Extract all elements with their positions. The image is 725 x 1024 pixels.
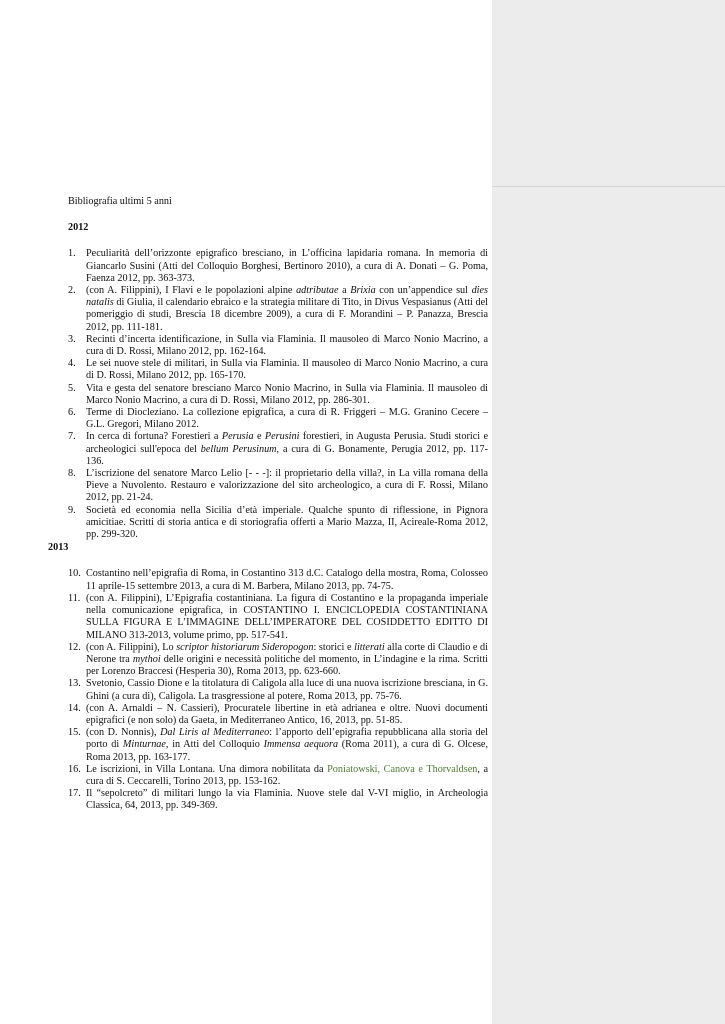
entry-number: 2. bbox=[68, 285, 76, 297]
entry-number: 13. bbox=[68, 678, 81, 690]
entry-text: Terme di Diocleziano. La collezione epigrafica, a cura di R. Friggeri – M.G. Granino Cecere – G.L. Gregori, Milano 2012. bbox=[86, 407, 488, 431]
comment-pane bbox=[492, 0, 725, 1024]
bibliography-entry bbox=[48, 568, 488, 592]
entry-number: 14. bbox=[68, 702, 81, 714]
bibliography-entry bbox=[48, 764, 488, 788]
entry-text: Il “sepolcreto” di militari lungo la via Flaminia. Nuove stele dal V-VI miglio, in Archeologia Classica, 64, 2013, pp. 349-369. bbox=[86, 788, 488, 812]
entry-text: Svetonio, Cassio Dione e la titolatura di Caligola alla luce di una nuova iscrizione bresciana, in G. Ghini (a cura di), Caligola. La trasgressione al potere, Roma 2013, pp. 75-76. bbox=[86, 678, 488, 702]
entry-text: Recinti d’incerta identificazione, in Sulla via Flaminia. Il mausoleo di Marco Nonio Macrino, a cura di D. Rossi, Milano 2012, pp. 162-164. bbox=[86, 333, 488, 358]
entry-number: 5. bbox=[68, 382, 76, 394]
entry-number: 11. bbox=[68, 592, 81, 604]
entry-text: (con A. Filippini), I Flavi e le popolazioni alpine adtributae a Brixia con un’appendice sul dies natalis di Giulia, il calendario ebraico e la strategia militare di Tito, in Divus Vespasianus (Atti del pomeriggio di studi, Brescia 18 dicembre 2009), a cura di F. Morandini – P. Panazza, Brescia 2012, pp. 111-181. bbox=[86, 285, 488, 333]
bibliography-entry bbox=[48, 334, 488, 358]
bibliography-entry bbox=[48, 358, 488, 382]
bibliography-entry bbox=[48, 383, 488, 407]
entry-number: 4. bbox=[68, 358, 76, 370]
entry-text: In cerca di fortuna? Forestieri a Perusia e Perusini forestieri, in Augusta Perusia. Studi storici e archeologici sull'epoca del bellum Perusinum, a cura di G. Bonamente, Perugia 2012, pp. 117-136. bbox=[86, 431, 488, 467]
bibliography-entry bbox=[48, 727, 488, 764]
entry-number: 6. bbox=[68, 407, 76, 419]
bibliography-entry bbox=[48, 703, 488, 727]
entry-text: Peculiarità dell’orizzonte epigrafico bresciano, in L’officina lapidaria romana. In memoria di Giancarlo Susini (Atti del Colloquio Borghesi, Bertinoro 2010), a cura di A. Donati – G. Poma, Faenza 2012, pp. 363-373. bbox=[86, 248, 488, 284]
document-title: Bibliografia ultimi 5 anni bbox=[68, 196, 172, 207]
entry-number: 16. bbox=[68, 763, 81, 775]
comment-pane-divider bbox=[492, 186, 725, 187]
entry-number: 8. bbox=[68, 468, 76, 480]
year-heading-2013: 2013 bbox=[48, 542, 69, 554]
entry-number: 12. bbox=[68, 641, 81, 653]
entry-text: Le iscrizioni, in Villa Lontana. Una dimora nobilitata da Poniatowski, Canova e Thorvaldsen, a cura di S. Ceccarelli, Torino 2013, pp. 153-162. bbox=[86, 763, 489, 787]
entry-number: 3. bbox=[68, 333, 76, 345]
bibliography-list-2012 bbox=[48, 248, 488, 541]
year-heading-2012: 2012 bbox=[68, 222, 89, 234]
entry-text: Società ed economia nella Sicilia d’età imperiale. Qualche spunto di riflessione, in Pignora amicitiae. Scritti di storia antica e di storiografia offerti a Mario Mazza, II, Acireale-Roma 2012, pp. 299-320. bbox=[86, 504, 488, 541]
entry-number: 15. bbox=[68, 727, 81, 739]
entry-text: (con A. Filippini), Lo scriptor historiarum Sideropogon: storici e litterati alla corte di Claudio e di Nerone tra mythoi delle origini e necessità politiche del momento, in L’indagine e la rima. Scritti per Lorenzo Braccesi (Hesperia 30), Roma 2013, pp. 623-660. bbox=[86, 641, 488, 678]
document-body bbox=[48, 196, 488, 813]
entry-number: 17. bbox=[68, 788, 81, 800]
bibliography-entry bbox=[48, 642, 488, 679]
entry-text: L’iscrizione del senatore Marco Lelio [- - -]: il proprietario della villa?, in La villa romana della Pieve a Nuvolento. Restauro e valorizzazione del sito archeologico, a cura di F. Rossi, Milano 2012, pp. 21-24. bbox=[86, 468, 488, 504]
bibliography-entry bbox=[48, 468, 488, 505]
entry-text: Vita e gesta del senatore bresciano Marco Nonio Macrino, in Sulla via Flaminia. Il mausoleo di Marco Nonio Macrino, a cura di D. Rossi, Milano 2012, pp. 286-301. bbox=[86, 382, 488, 406]
bibliography-entry bbox=[48, 505, 488, 542]
bibliography-entry bbox=[48, 678, 488, 702]
entry-number: 9. bbox=[68, 504, 76, 516]
entry-text: Costantino nell’epigrafia di Roma, in Costantino 313 d.C. Catalogo della mostra, Roma, Colosseo 11 aprile-15 settembre 2013, a cura di M. Barbera, Milano 2013, pp. 74-75. bbox=[86, 568, 488, 592]
bibliography-entry bbox=[48, 285, 488, 334]
entry-number: 10. bbox=[68, 568, 81, 580]
bibliography-list-2013 bbox=[48, 568, 488, 812]
bibliography-entry bbox=[48, 593, 488, 642]
entry-text: (con A. Filippini), L’Epigrafia costantiniana. La figura di Costantino e la propaganda imperiale nella comunicazione epigrafica, in COSTANTINO I. ENCICLOPEDIA COSTANTINIANA SULLA FIGURA E L’IMMAGINE DELL’IMPERATORE DEL COSIDDETTO EDITTO DI MILANO 313-2013, volume primo, pp. 517-541. bbox=[86, 592, 488, 641]
entry-number: 7. bbox=[68, 431, 76, 443]
bibliography-entry bbox=[48, 248, 488, 285]
bibliography-entry bbox=[48, 788, 488, 812]
entry-text: Le sei nuove stele di militari, in Sulla via Flaminia. Il mausoleo di Marco Nonio Macrino, a cura di D. Rossi, Milano 2012, pp. 165-170. bbox=[86, 358, 488, 382]
entry-text: (con A. Arnaldi – N. Cassieri), Procuratele libertine in età adrianea e oltre. Nuovi documenti epigrafici (e non solo) da Gaeta, in Mediterraneo Antico, 16, 2013, pp. 51-85. bbox=[86, 702, 488, 726]
bibliography-entry bbox=[48, 431, 488, 468]
bibliography-entry bbox=[48, 407, 488, 431]
entry-number: 1. bbox=[68, 248, 76, 260]
entry-text: (con D. Nonnis), Dal Liris al Mediterraneo: l’apporto dell’epigrafia repubblicana alla storia del porto di Minturnae, in Atti del Colloquio Immensa aequora (Roma 2011), a cura di G. Olcese, Roma 2013, pp. 163-177. bbox=[86, 727, 488, 763]
